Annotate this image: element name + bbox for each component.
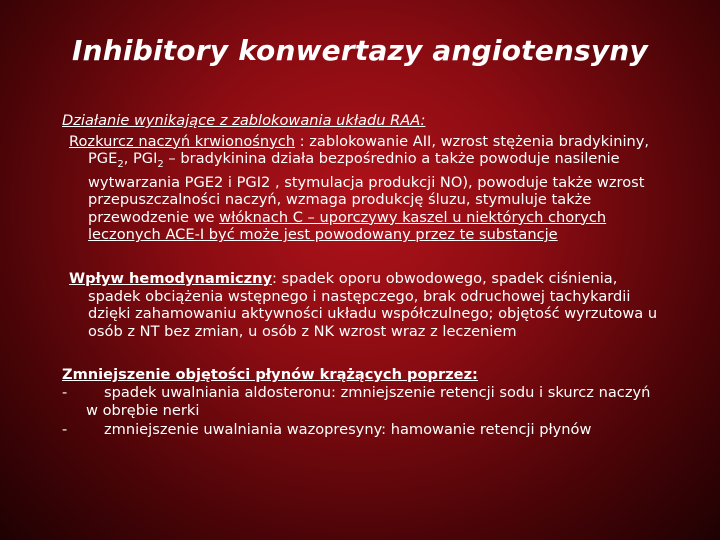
section-volume-heading: Zmniejszenie objętości płynów krążących poprzez:	[62, 366, 478, 384]
cough-note: włóknach C – uporczywy kaszel u niektórych chorych leczonych ACE-I być może jest powodowany przez te substancje	[88, 208, 607, 244]
slide-body	[62, 112, 662, 439]
vasodilation-text-a: : zablokowanie AII, wzrost stężenia bradykininy, PGE	[88, 132, 650, 168]
bullet-text: zmniejszenie uwalniania wazopresyny: hamowanie retencji płynów	[104, 421, 592, 439]
slide-title: Inhibitory konwertazy angiotensyny	[72, 34, 648, 67]
bullet-item	[62, 421, 662, 439]
bullet-text: spadek uwalniania aldosteronu: zmniejszenie retencji sodu i skurcz naczyń w obrębie nerki	[86, 384, 651, 419]
section-hemodynamic	[62, 270, 662, 340]
hemodynamic-term: Wpływ hemodynamiczny	[69, 270, 273, 288]
bullet-item	[62, 384, 662, 419]
bullet-dash: -	[62, 421, 68, 439]
pge-subscript: 2	[117, 159, 124, 171]
section-raa-heading: Działanie wynikające z zablokowania układu RAA:	[62, 112, 426, 129]
hemodynamic-text: : spadek oporu obwodowego, spadek ciśnienia, spadek obciążenia wstępnego i następczego, brak odruchowej tachykardii dzięki zahamowaniu aktywności układu współczulnego; objętość wyrzutowa u osób z NT bez zmian, u osób z NK wzrost wraz z leczeniem	[88, 270, 658, 340]
vasodilation-text-b: , PGI	[123, 150, 158, 168]
vasodilation-term: Rozkurcz naczyń krwionośnych	[69, 132, 296, 150]
vasodilation-text-c: – bradykinina działa bezpośrednio a także powoduje nasilenie wytwarzania PGE2 i PGI2 , stymulacja produkcji NO), powoduje także wzrost przepuszczalności naczyń, wzmaga produkcję śluzu, stymuluje także przewodzenie we	[88, 150, 645, 226]
pgi-subscript: 2	[157, 159, 164, 171]
section-vasodilation	[62, 133, 662, 244]
bullet-dash: -	[62, 384, 68, 402]
